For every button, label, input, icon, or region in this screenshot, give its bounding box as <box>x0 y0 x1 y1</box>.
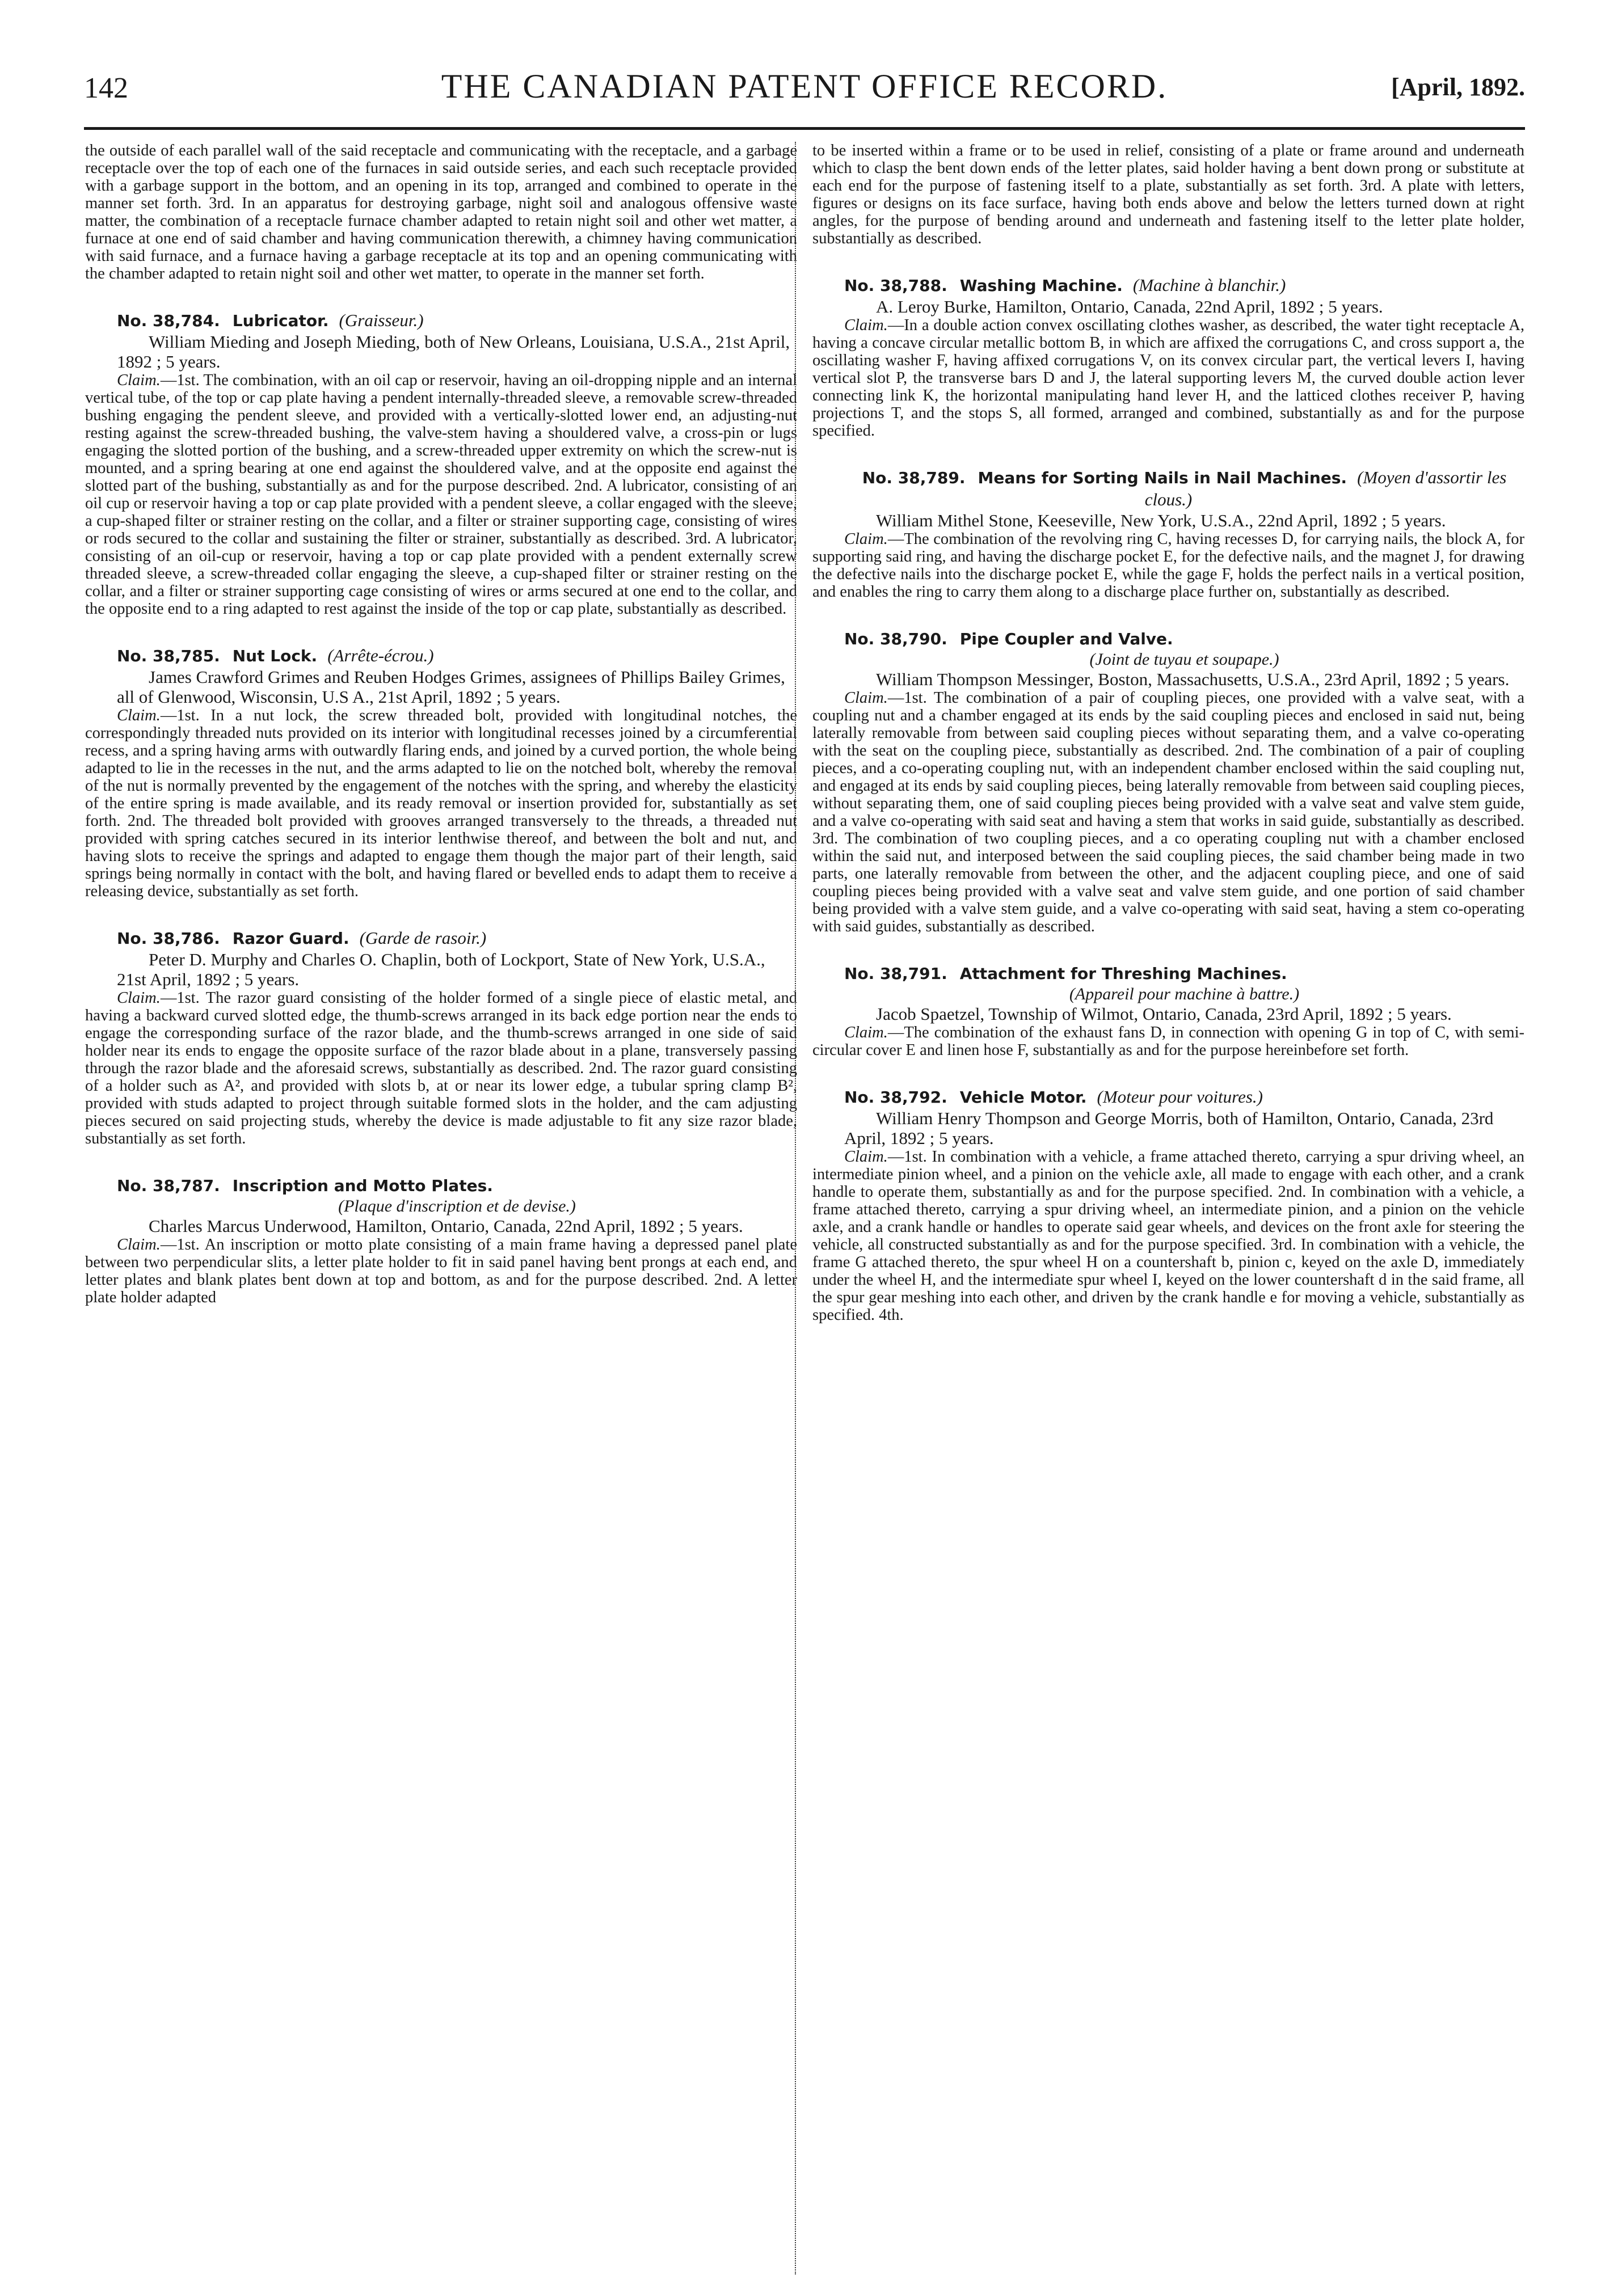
patent-claim <box>812 689 1524 935</box>
patent-claim <box>85 989 797 1147</box>
patent-claim <box>85 372 797 618</box>
patent-french-title: (Moyen d'assortir les clous.) <box>1144 467 1507 509</box>
patent-french-title: (Plaque d'inscription et de devise.) <box>338 1197 576 1215</box>
patent-inventor: William Mieding and Joseph Mieding, both of New Orleans, Louisiana, U.S.A., 21st April, 1892 ; 5 years. <box>117 332 790 372</box>
patent-claim <box>812 1148 1524 1324</box>
right-column <box>812 142 1524 2274</box>
patent-inventor: William Thompson Messinger, Boston, Massachusetts, U.S.A., 23rd April, 1892 ; 5 years. <box>876 669 1510 689</box>
left-column <box>85 142 797 2274</box>
patent-title: Vehicle Motor. <box>959 1088 1087 1107</box>
patent-claim <box>812 530 1524 601</box>
patent-entry-38787 <box>85 1175 797 1306</box>
patent-entry-38784 <box>85 310 797 618</box>
patent-title: Nut Lock. <box>232 647 318 665</box>
claim-text: —In a double action convex oscillating clothes washer, as described, the water tight receptacle A, having a concave circular metallic bottom B, in which are affixed the corrugations C, and cross support a, the oscillating washer F, having affixed corrugations V, on its convex circular part, the vertical levers I, having vertical slot P, the transverse bars D and J, the lateral supporting levers M, the curved double action lever connecting link K, the horizontal manipulating hand lever H, and the latticed clothes receiver P, having projections T, and the stops S, all formed, arranged and combined, substantially as and for the purpose specified. <box>812 316 1524 440</box>
claim-label: Claim. <box>844 1024 888 1041</box>
claim-text: —The combination of the revolving ring C, having recesses D, for carrying nails, the block A, for supporting said ring, and having the discharge pocket E, for the defective nails, and the magnet J, for drawing the defective nails into the discharge pocket E, while the gage F, holds the perfect nails in a vertical position, and enables the ring to carry them along to a discharge place further on, substantially as described. <box>812 530 1524 601</box>
column-divider <box>795 142 796 2274</box>
patent-inventor: William Henry Thompson and George Morris, both of Hamilton, Ontario, Canada, 23rd April, 1892 ; 5 years. <box>844 1108 1494 1148</box>
patent-title: Lubricator. <box>232 311 329 330</box>
journal-title: THE CANADIAN PATENT OFFICE RECORD. <box>441 67 1168 105</box>
claim-continuation: to be inserted within a frame or to be used in relief, consisting of a plate or frame around and underneath which to clasp the bent down ends of the letter plates, said holder having a bent down prong or substitute at each end for the purpose of fastening itself to a plate, substantially as set forth. 3rd. A plate with letters, figures or designs on its face surface, having both ends above and below the letters turned down at right angles, for the purpose of bending around and underneath and fastening itself to the letter plate holder, substantially as described. <box>812 142 1524 247</box>
continued-claim-text: the outside of each parallel wall of the said receptacle and communicating with the receptacle, and a garbage receptacle over the top of each one of the furnaces in said outside series, and each such receptacle provided with a garbage support in the bottom, and an opening in its top, arranged and combined to operate in the manner set forth. 3rd. In an apparatus for destroying garbage, night soil and analogous offensive waste matter, the combination of a receptacle furnace chamber adapted to retain night soil and other wet matter, a furnace at one end of said chamber and having communication therewith, a chimney having communication with said furnace, and a furnace having a garbage receptacle at its top and an opening communicating with the chamber adapted to retain night soil and other wet matter, to operate in the manner set forth. <box>85 142 797 282</box>
header-rule <box>84 127 1525 130</box>
claim-label: Claim. <box>844 1148 888 1166</box>
patent-number: No. 38,785. <box>117 647 220 665</box>
patent-claim <box>812 316 1524 440</box>
patent-inventor: A. Leroy Burke, Hamilton, Ontario, Canada, 22nd April, 1892 ; 5 years. <box>876 297 1383 316</box>
claim-label: Claim. <box>117 707 161 724</box>
patent-title: Washing Machine. <box>959 276 1123 295</box>
patent-inventor: William Mithel Stone, Keeseville, New York, U.S.A., 22nd April, 1892 ; 5 years. <box>876 510 1446 530</box>
patent-number: No. 38,791. <box>844 964 947 983</box>
patent-entry-38785 <box>85 645 797 900</box>
patent-entry-38791 <box>812 963 1524 1059</box>
patent-number: No. 38,789. <box>862 469 966 487</box>
patent-french-title: (Joint de tuyau et soupape.) <box>1089 650 1279 669</box>
patent-entry-38788 <box>812 275 1524 440</box>
claim-text: —The combination of the exhaust fans D, in connection with opening G in top of C, with semi-circular cover E and linen hose F, substantially as and for the purpose hereinbefore set forth. <box>812 1024 1524 1059</box>
patent-title: Razor Guard. <box>232 929 349 948</box>
claim-text: —1st. The razor guard consisting of the holder formed of a single piece of elastic metal, and having a backward curved slotted edge, the thumb-screws arranged in its back edge portion near the ends to engage the corresponding surface of the razor blade, and the thumb-screws arranged in one side of said holder near its ends to engage the opposite surface of the razor blade about in a plane, transversely passing through the razor blade and the aforesaid screws, substantially as described. 2nd. The razor guard consisting of a holder such as A², and provided with slots b, at or near its lower edge, a tubular spring clamp B², provided with studs adapted to project through suitable formed slots in the holder, and the cam adjusting pieces secured on said projecting studs, whereby the device is made adjustable to fit any size razor blade, substantially as set forth. <box>85 989 797 1147</box>
patent-inventor: James Crawford Grimes and Reuben Hodges Grimes, assignees of Phillips Bailey Grimes, all of Glenwood, Wisconsin, U.S A., 21st April, 1892 ; 5 years. <box>117 667 785 707</box>
claim-label: Claim. <box>117 372 161 389</box>
claim-label: Claim. <box>117 989 161 1007</box>
patent-inventor: Jacob Spaetzel, Township of Wilmot, Ontario, Canada, 23rd April, 1892 ; 5 years. <box>876 1004 1452 1024</box>
claim-label: Claim. <box>844 689 888 707</box>
patent-number: No. 38,788. <box>844 276 947 295</box>
patent-entry-38792 <box>812 1086 1524 1324</box>
patent-french-title: (Garde de rasoir.) <box>359 928 487 948</box>
patent-inventor: Charles Marcus Underwood, Hamilton, Ontario, Canada, 22nd April, 1892 ; 5 years. <box>149 1216 743 1236</box>
patent-french-title: (Arrête-écrou.) <box>327 645 434 665</box>
patent-number: No. 38,784. <box>117 311 220 330</box>
patent-title: Means for Sorting Nails in Nail Machines. <box>978 469 1347 487</box>
patent-number: No. 38,786. <box>117 929 220 948</box>
issue-date: [April, 1892. <box>1391 73 1525 101</box>
patent-inventor: Peter D. Murphy and Charles O. Chaplin, both of Lockport, State of New York, U.S.A., 21st April, 1892 ; 5 years. <box>117 949 765 989</box>
claim-text: —1st. The combination of a pair of coupling pieces, one provided with a valve seat, with a coupling nut and a chamber engaged at its ends by the said coupling pieces and enclosed in said nut, being laterally removable from between said coupling pieces without separating them, and a valve co-operating with the seat on the coupling piece, substantially as described. 2nd. The combination of a pair of coupling pieces, and a co-operating coupling nut, with an independent chamber enclosed within the said coupling nut, and engaged at its ends by said coupling pieces, being laterally removable from between said coupling pieces, without separating them, one of said coupling pieces being provided with a valve seat and valve stem guide, and a valve co-operating with said seat and having a stem that works in said guide, substantially as described. 3rd. The combination of two coupling pieces, and a co operating coupling nut with a chamber enclosed within the said nut, and interposed between the said coupling pieces, the said chamber being made in two parts, one laterally removable from between the other, and the adjacent coupling piece, and one of said coupling pieces being provided with a valve seat and valve stem guide, and one portion of said chamber being provided with a valve stem guide, and a valve co-operating with said seat, having a stem co-operating with said guides, substantially as described. <box>812 689 1524 935</box>
patent-claim <box>85 1236 797 1306</box>
claim-text: —1st. In a nut lock, the screw threaded bolt, provided with longitudinal notches, the correspondingly threaded nuts provided on its interior with longitudinal recesses joined by a circumferential recess, and a spring having arms with outwardly flaring ends, and joined by a curved portion, the whole being adapted to lie in the recesses in the nut, and the arms adapted to lie on the notched bolt, whereby the removal of the nut is normally prevented by the engagement of the notches with the spring, and whereby the elasticity of the entire spring is made available, and its ready removal or insertion provided for, substantially as set forth. 2nd. The threaded bolt provided with grooves arranged transversely to the threads, a threaded nut provided with spring catches secured in its interior lenthwise thereof, and between the bolt and nut, and having slots to receive the springs and adapted to engage them though the major part of their length, said springs being normally in contact with the bolt, and having flared or bevelled ends to adapt them to receive a releasing device, substantially as set forth. <box>85 707 797 900</box>
patent-entry-38790 <box>812 628 1524 935</box>
patent-french-title: (Graisseur.) <box>339 310 424 330</box>
patent-french-title: (Machine à blanchir.) <box>1132 275 1286 295</box>
patent-title: Pipe Coupler and Valve. <box>959 630 1173 648</box>
patent-number: No. 38,792. <box>844 1088 947 1107</box>
claim-text: —1st. An inscription or motto plate consisting of a main frame having a depressed panel plate between two perpendicular slits, a letter plate holder to fit in said panel having bent prongs at each end, and letter plates and blank plates bent down at top and bottom, as and for the purpose described. 2nd. A letter plate holder adapted <box>85 1236 797 1306</box>
page-number: 142 <box>84 72 128 104</box>
claim-label: Claim. <box>117 1236 161 1253</box>
patent-french-title: (Moteur pour voitures.) <box>1097 1087 1263 1107</box>
patent-title: Inscription and Motto Plates. <box>232 1176 493 1195</box>
claim-label: Claim. <box>844 530 888 548</box>
patent-entry-38786 <box>85 927 797 1147</box>
page-header <box>84 67 1525 118</box>
patent-french-title: (Appareil pour machine à battre.) <box>1069 985 1300 1003</box>
patent-title: Attachment for Threshing Machines. <box>959 964 1287 983</box>
claim-label: Claim. <box>844 316 888 334</box>
patent-claim <box>812 1024 1524 1059</box>
claim-text: —1st. In combination with a vehicle, a frame attached thereto, carrying a spur driving wheel, an intermediate pinion wheel, and a pinion on the vehicle axle, all made to engage with each other, and a crank handle to operate them, substantially as and for the purpose specified. 2nd. In combination with a vehicle, a frame attached thereto, carrying a spur driving wheel, an intermediate pinion, and a pinion on the vehicle axle, and a crank handle or handles to operate said gear wheels, and devices on the front axle for steering the vehicle, all constructed substantially as and for the purpose specified. 3rd. In combination with a vehicle, the frame G attached thereto, the spur wheel H on a countershaft b, pinion c, keyed on the axle D, immediately under the wheel H, and the intermediate spur wheel I, keyed on the lower countershaft d in the said frame, all the spur gear meshing into each other, and driven by the crank handle e for moving a vehicle, substantially as specified. 4th. <box>812 1148 1524 1324</box>
patent-entry-38789 <box>812 467 1524 601</box>
patent-number: No. 38,787. <box>117 1176 220 1195</box>
patent-number: No. 38,790. <box>844 630 947 648</box>
patent-claim <box>85 707 797 900</box>
claim-text: —1st. The combination, with an oil cap or reservoir, having an oil-dropping nipple and an internal vertical tube, of the top or cap plate having a pendent internally-threaded sleeve, a removable screw-threaded bushing engaging the pendent sleeve, and provided with a vertically-slotted lower end, an adjusting-nut resting against the screw-threaded bushing, the valve-stem having a shouldered valve, a cross-pin or lugs engaging the slotted portion of the bushing, and a screw-threaded upper extremity on which the screw-nut is mounted, and a spring bearing at one end against the shouldered valve, and at the opposite end against the slotted part of the bushing, substantially as and for the purpose described. 2nd. A lubricator, consisting of an oil cup or reservoir having a top or cap plate provided with a pendent sleeve, a collar engaged with the sleeve, a cup-shaped filter or strainer resting on the collar, and a filter or strainer supporting cage, consisting of wires or rods secured to the collar and sustaining the filter or strainer, substantially as described. 3rd. A lubricator, consisting of an oil-cup or reservoir, having a top or cap plate provided with a pendent externally screw threaded sleeve, a screw-threaded collar engaging the sleeve, a cup-shaped filter or strainer resting on the collar, and a filter or strainer supporting cage consisting of wires or arms secured at one end to the collar, and the opposite end to a ring adapted to rest against the inside of the top or cap plate, substantially as described. <box>85 372 797 618</box>
